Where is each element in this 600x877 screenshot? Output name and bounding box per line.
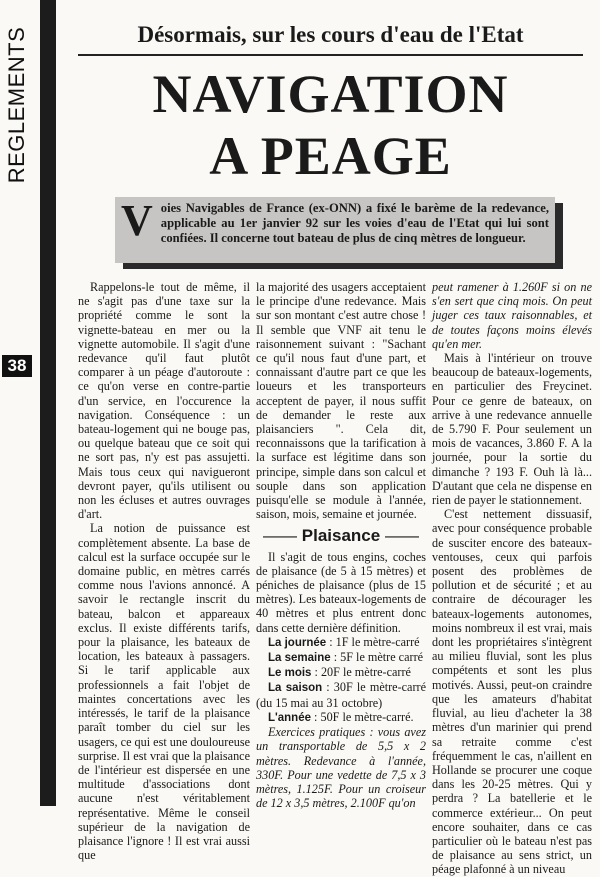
col3-paragraph: C'est nettement dissuasif, avec pour conséquence probable de susciter encore des bateaux-ventouses, ceux qui parfois posent des problèmes de pollution et de sécurité ; et au contraire de décourager les bateaux-logements autonomes, moins nombreux il est vrai, mais dont les propriétaires s'intègrent au milieu fluvial, sont les plus compétents et sont les plus motivés. Aussi, peut-on craindre que les amateurs d'habitat fluvial, au lieu d'acheter la 38 mètres d'un marinier qui prend sa retraite comme c'est fréquemment le cas, n'aillent en Hollande se procurer une coque dans les 20-25 mètres. Qui y perdra ? La batellerie et le commerce extérieur... On peut encore souhaiter, dans ce cas particulier où le bateau n'est pas de plaisance au sens strict, un péage plafonné à un niveau (432, 507, 592, 877)
sidebar-bar (40, 0, 56, 806)
lead-text: oies Navigables de France (ex-ONN) a fixé le barème de la redevance, applicable au 1er janvier 92 sur les voies d'eau de l'Etat qui lui sont confiées. Il concerne tout bateau de plus de cinq mètres de longueur. (160, 201, 549, 245)
kicker-rule (78, 54, 583, 56)
column-2 (256, 280, 426, 810)
col3-italic: peut ramener à 1.260F si on ne s'en sert que cinq mois. On peut juger ces taux raisonnables, et de toutes façons moins élevés qu'en mer. (432, 280, 592, 351)
col2-paragraph: la majorité des usagers acceptaient le principe d'une redevance. Mais sur son montant c'est autre chose ! Il semble que VNF ait tenu le raisonnement suivant : "Sachant ce qu'il nous faut d'une part, et connaissant d'autre part ce que les loueurs et les transporteurs acceptent de payer, il nous suffit de demander le reste aux plaisanciers ". Cela dit, reconnaissons que la tarification à la surface est légitime dans son principe, simple dans son calcul et souple dans son application puisqu'elle se module à l'année, saison, mois, semaine et journée. (256, 280, 426, 522)
subheading-text: Plaisance (301, 526, 381, 546)
section-label (2, 20, 32, 190)
headline-line-1: NAVIGATION (152, 64, 509, 124)
col2-examples: Exercices pratiques : vous avez un transportable de 5,5 x 2 mètres. Redevance à l'année, 330F. Pour une vedette de 7,5 x 3 mètres, 1.125F. Pour un croiseur de 12 x 3,5 mètres, 2.100F qu'on (256, 725, 426, 811)
page-number: 38 (2, 355, 32, 377)
lead-dropcap: V (121, 196, 153, 245)
lead-box (115, 197, 555, 263)
headline-line-2: A PEAGE (209, 126, 452, 186)
col1-paragraph: Rappelons-le tout de même, il ne s'agit pas d'une taxe sur la propriété comme le sont la vignette-bateau en mer ou la vignette automobile. Il s'agit d'une redevance qu'il faut plutôt comparer à un péage d'autoroute : ce qu'on verse en contre-partie d'un service, en l'occurence la navigation. Conséquence : un bateau-logement qui ne bouge pas, ou quelque bateau que ce soit qui ne sort pas, n'y est pas assujetti. Mais tous ceux qui navigueront devront payer, qu'ils utilisent ou non les écluses et autres ouvrages d'art. (78, 280, 250, 522)
subheading-plaisance: —— Plaisance —— (263, 526, 419, 546)
section-label-text: REGLEMENTS (4, 26, 29, 184)
rate-line: L'année : 50F le mètre-carré. (268, 709, 414, 724)
col3-paragraph: Mais à l'intérieur on trouve beaucoup de bateaux-logements, en particulier des Freycinet. Pour ce genre de bateaux, on arrive à une redevance annuelle de 5.790 F. Pour seulement un mois de vacances, 3.860 F. A la journée, pour la sortie du dimanche ? 193 F. Ouh là là... D'autant que cela ne dispense en rien de payer le stationnement. (432, 351, 592, 508)
rate-line: Le mois : 20F le mètre-carré (268, 665, 411, 680)
col2-paragraph: Il s'agit de tous engins, coches de plaisance (de 5 à 15 mètres) et péniches de plaisance (plus de 15 mètres). Les bateaux-logements de 40 mètres et plus entrent donc dans cette dernière définition. (256, 549, 426, 635)
headline (78, 63, 583, 187)
kicker: Désormais, sur les cours d'eau de l'Etat (137, 22, 524, 47)
column-1 (78, 280, 250, 862)
column-3 (432, 280, 592, 877)
rate-line: La semaine : 5F le mètre carré (268, 650, 424, 665)
rate-line: La journée : 1F le mètre-carré (268, 634, 420, 649)
col1-paragraph: La notion de puissance est complètement absente. La base de calcul est la surface occupée sur le domaine public, en mètres carrés comme nous l'avions annoncé. A savoir le rectangle inscrit du bateau, balcon et appareaux exclus. Il existe différents tarifs, pour la plaisance, les bateaux de location, les bateaux à passagers. Si le tarif applicable aux professionnels a fait l'objet de maintes concertations avec les intéressés, le tarif de la plaisance paraît tomber du ciel sur les usagers, ce qui est une douloureuse surprise. Il est vrai que la plaisance de l'intérieur est dispersée en une multitude d'associations dont aucune n'est véritablement représentative. Même le conseil supérieur de la navigation de plaisance l'ignore ! Il est vrai aussi que (78, 521, 250, 863)
rate-line: La saison : 30F le mètre-carré (du 15 mai au 31 octobre) (256, 680, 426, 710)
